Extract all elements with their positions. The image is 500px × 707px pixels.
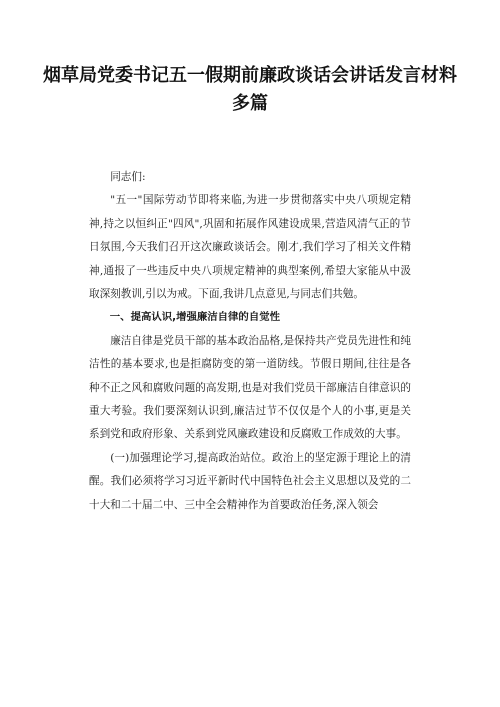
document-title: 烟草局党委书记五一假期前廉政谈话会讲话发言材料多篇	[43, 65, 457, 114]
section-paragraph-1: 廉洁自律是党员干部的基本政治品格,是保持共产党员先进性和纯洁性的基本要求,也是拒腐防变的第一道防线。节假日期间,往往是各种不正之风和腐败问题的高发期,也是对我们党员干部廉洁自律意识的重大考验。我们要深刻认识到,廉洁过节不仅仅是个人的小事,更是关系到党和政府形象、关系到党风廉政建设和反腐败工作成效的大事。	[89, 334, 411, 441]
section-heading: 一、提高认识,增强廉洁自律的自觉性	[109, 311, 280, 324]
document-body	[89, 166, 411, 517]
greeting: 同志们:	[110, 171, 146, 183]
section-paragraph-2: (一)加强理论学习,提高政治站位。政治上的坚定源于理论上的清醒。我们必须将学习习近平新时代中国特色社会主义思想以及党的二十大和二十届二中、三中全会精神作为首要政治任务,深入领会	[89, 451, 411, 511]
intro-paragraph: "五一"国际劳动节即将来临,为进一步贯彻落实中央八项规定精神,持之以恒纠正"四风",巩固和拓展作风建设成果,营造风清气正的节日氛围,今天我们召开这次廉政谈话会。刚才,我们学习了相关文件精神,通报了一些违反中央八项规定精神的典型案例,希望大家能从中汲取深刻教训,引以为戒。下面,我讲几点意见,与同志们共勉。	[89, 194, 411, 301]
